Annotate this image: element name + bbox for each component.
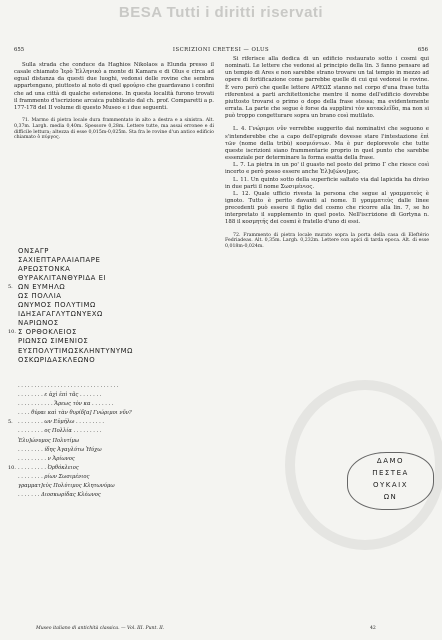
inscription-line [18,274,203,283]
intro-paragraph: Sulla strada che conduce da Haghios Nikolaos a Elunda presso il casale chiamato Ἰερὸ Ἑλληνικὸ a monte di Kamara e di Olus e circa ad egual distanza da questi due luoghi, vedonsi delle rovine che sembra appartengano, piuttosto al noto di quel φρούριο che guardavano i confini che ad una città di qualche estensione. In questa località furono trovati il frammento d'iscrizione arcaica pubblicato dal ch. prof. Comparetti a p. 177-178 del II volume di questo Museo e i due seguenti. [14,62,214,111]
transcription-line [8,464,208,473]
line-text: ΑΡΕΩΣΤΟΝΚΑ [18,265,71,274]
inscription-line [18,292,203,301]
commentary-line-11: L. 11. Un quinto sotto della superficie saltato via dal lapicida ha diviso in due parti il nome Σωσιμένιος. [225,176,429,190]
inscription-line [8,328,203,337]
line-number: 10. [8,329,16,336]
line-text: Ἐλυ]ώνυμος Πολυτίμω [18,437,80,444]
line-text: . . . . θύραι καὶ τὰν θυρίδ[α] Γνώριμοι νῦν? [18,410,132,417]
line-text: Σ ΟΡΘΟΚΛΕΙΟΣ [18,328,77,337]
right-column [225,56,429,250]
line-text: ΡΙΩΝΣΩ ΣΙΜΕΝΙΟΣ [18,337,89,346]
inscription-line [18,319,203,328]
page-number-left: 655 [14,47,25,53]
line-text: ΙΔΗΣΑΓΑΓΛΥΤΩΝΥΕΧΩ [18,310,103,319]
commentary-line-4: L. 4. Γνώριμοι νῦν verrebbe suggerito dai nominativi che seguono e s'intenderebbe che a capo dell'epigrafe dovesse stare l'intestazione ἐπὶ τῶν (nome della tribù) κοσμιόντων. Ma è pur deplorevole che tutte queste iscrizioni siano frammentarie proprio in quel punto che sarebbe essenziale per determinare la forma esatta della frase. [225,126,429,162]
line-text: ΟΣΚΩΡΙΔΑΣΚΛΕΩΝΟ [18,355,96,364]
transcription-line [18,437,208,446]
inscription-71-transcription [8,382,208,500]
transcription-line [18,400,208,409]
line-text: . . . . . . . . ίδης Ἀγαγλύτω Ἠύχω [18,446,102,453]
stone-inscription-line: ΟΥΚΑΙΧ [372,481,409,489]
line-text: . . . . . . . . . Ὀρθόκλειος [18,464,79,471]
inscription-line [8,283,203,292]
line-text: . . . . . . . Διοσκωρίδας Κλέωνος [18,492,101,499]
inscription-71-facsimile [8,247,203,365]
inscription-line [18,347,203,356]
inscription-72-facsimile [347,452,434,510]
transcription-line [18,391,208,400]
transcription-line [18,382,208,391]
transcription-line [18,446,208,455]
commentary-paragraph: Si riferisce alla dedica di un edificio restaurato sotto i cosmi qui nominati. Le lettere che vedonsi al principio della lin. 3 fanno pensare ad un tempio di Ares e non sarebbe strano trovare un tal tempio in mezzo ad opere di fortificazione come parrebbe quelle di cui qui vedonsi le rovine. È vero però che quelle lettere ΑΡΕΩΣ stanno nel corpo d'una frase tutta riferentesi a parti architettoniche mentre il nome dell'edificio dovrebbe piuttosto trovarsi o primo o dopo della frase stessa; ma evidentemente errata. La parte che segue è forse da supplirsi τὸν κατακλεῖδα, ma non si può troppo congetturare sopra un brano così mutilato. [225,56,429,120]
line-text: ΣΑΧΙΕΠΤΑΡΛΑΙΑΠΑΡΕ [18,256,101,265]
line-text: . . . . . . . . ε ἀχὶ ἐπὶ τᾶς . . . . . . . [18,392,102,399]
line-text: . . . . . . . . . . . . . . . . . . . . . . . . . . . . . . . [18,383,119,389]
line-text: ΩΣ ΠΟΛΛΙΑ [18,292,62,301]
transcription-line [18,427,208,436]
transcription-line [18,455,208,464]
line-number: 5. [8,284,13,291]
inscription-72-note: 72. Frammento di pietra locale murato sopra la porta della casa di Eleftério Fedriadeas. Alt. 0,35m. Largh. 0,232m. Lettere con apici di tarda epoca. Alt. di esse 0,018m-0,024m. [225,232,429,249]
inscription-line [18,301,203,310]
stone-inscription-line: ΩΝ [383,493,398,501]
stone-inscription-line: ΠΕΣΤΕΑ [372,469,409,477]
page-number-right: 656 [417,47,428,53]
line-text: ΩΝΥΜΟΣ ΠΟΛΥΤΙΜΩ [18,301,96,310]
inscription-71-note: 71. Marmo di pietra locale dura frammentato in alto a destra e a sinistra. Alt. 0,37m. Largh. media 0,40m. Spessore 0,28m. Lettere tutte, ma assai erronee e di difficile lettura; altezza di esse 0,015m-0,025m. Sta fra le rovine d'un antico edificio chiamato ὁ πύργος. [14,118,214,141]
line-text: ΝΑΡΙΩΝΟΣ [18,319,59,328]
transcription-line [18,409,208,418]
running-title: ISCRIZIONI CRETESI — OLUS [172,47,270,53]
line-text: γραμματ]εὺς Πολύτιμος Κλητωνύμω [18,483,115,490]
inscription-line [18,337,203,346]
line-number: 5. [8,419,13,426]
footer-signature: 42 [370,626,376,631]
transcription-line [18,473,208,482]
stone-inscription-line: ΔΑΜΟ [376,457,405,465]
inscription-line [18,356,203,365]
left-column [14,62,214,141]
inscription-line [18,265,203,274]
transcription-line [18,491,208,500]
line-text: . . . . . . . . ων Εὐμήλω . . . . . . . . . [18,419,105,426]
commentary-line-7: L. 7. La pietra in un po' il guasto nel posto del primo Γ che riesce così incerto e però posso essere anche Ἐλ]υ[ώνυ]μος. [225,162,429,176]
transcription-line [18,482,208,491]
line-number: 10. [8,464,16,471]
line-text: . . . . . . . . . ν Ἀρίωνος [18,455,75,462]
line-text: . . . . . . . . ος Πολλία . . . . . . . . . [18,428,102,435]
inscription-line [18,256,203,265]
line-text: ΘΥΡΑΚΛΙΤΑΝΘΥΡΙΔΑ ΕΙ [18,274,107,283]
commentary-line-12: L. 12. Quale ufficio rivesta la persona che segue al γραμματεὺς è ignoto. Tutto è perito davanti al nome. Il γραμματεὺς dalle linee precedenti può essere il figlio del cosmo che ricorre alla lin. 7, se ho interpretato il supplemento in quel posto. Nell'iscrizione di Gortyna n. 188 il κοσμητής dei cosmi è fratello d'uno di essi. [225,190,429,226]
line-text: ΟΝΣΑΓΡ [18,247,49,255]
transcription-line [8,418,208,427]
line-text: ΕΥΣΠΟΛΥΤΙΜΩΣΚΛΗΝΤΥΝΥΜΩ [18,346,133,355]
inscription-line [18,310,203,319]
line-text: . . . . . . . . ρίων Σωσιμένιος [18,473,90,480]
footer-journal: Museo italiano di antichità classica. — Vol. III. Punt. II. [36,626,165,631]
line-text: . . . . . . . . . . . Ἄρεως τὸν κα . . . . . . . [18,401,114,408]
inscription-line [18,247,203,256]
line-text: ΩΝ ΕΥΜΗΛΩ [18,283,66,292]
watermark-text: BESA Tutti i diritti riservati [118,4,324,21]
